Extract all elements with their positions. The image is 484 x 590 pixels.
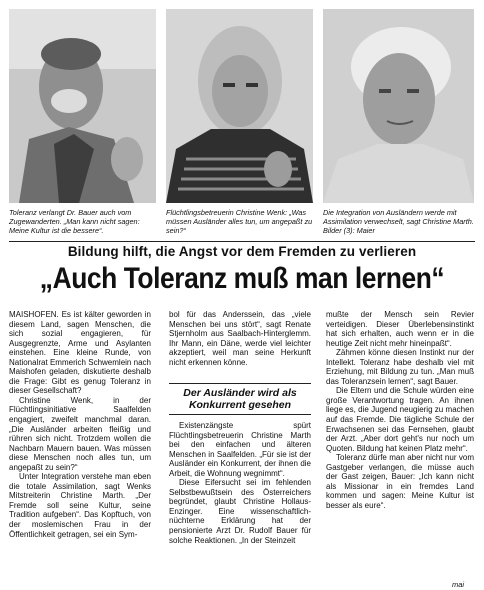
photo-caption-2: Flüchtlingsbetreuerin Christine Wenk: „Was müssen Ausländer alles tun, um angepaßt zu sein?“ — [166, 208, 313, 235]
kicker-headline: Bildung hilft, die Angst vor dem Fremden zu verlieren — [67, 244, 417, 259]
photo-christine-wenk — [166, 9, 313, 203]
photo-christine-marth — [323, 9, 474, 203]
paragraph: Zähmen könne diesen Instinkt nur der Intellekt. Toleranz habe deshalb viel mit Erziehung, mit Bildung zu tun. „Man muß das Toleranzsein lernen“, sagt Bauer. — [326, 348, 474, 386]
photo-caption-3: Die Integration von Ausländern werde mit Assimilation verwechselt, sagt Christine Marth. Bilder (3): Maier — [323, 208, 474, 235]
article-column-2-continued — [169, 421, 311, 545]
paragraph: Toleranz dürfe man aber nicht nur vom Gastgeber verlangen, die müsse auch der Gast zeigen, Bauer: „Ich kann nicht als Missionar in ein fremdes Land kommen und sagen: Meine Kultur ist besser als eure“. — [326, 453, 474, 510]
divider-top — [9, 241, 475, 242]
paragraph: Die Eltern und die Schule würden eine große Verantwortung tragen. An ihnen liege es, die Jugend neugierig zu machen auf das Fremde. Die tägliche Schule der Erwachsenen sei das Fernsehen, glaubt der Arzt. „Aber dort geht's nur noch um Quoten. Bildung hat keinen Platz mehr“. — [326, 386, 474, 453]
article-column-2 — [169, 310, 311, 367]
subheading: Der Ausländer wird als Konkurrent gesehen — [169, 383, 311, 415]
paragraph: Unter Integration verstehe man eben die totale Assimilation, sagt Wenks Mitstreiterin Christine Marth. „Der Fremde soll seine Kultur, seine Tradition aufgeben“. Das Kopftuch, von der moslemischen Frau in der Öffentlichkeit getragen, sei ein Sym- — [9, 472, 151, 539]
paragraph: Christine Wenk, in der Flüchtlingsinitiative Saalfelden engagiert, zweifelt manchmal daran. „Die Ausländer arbeiten fleißig und rühren sich nicht. Trotzdem wollen die Nachbarn Mauern bauen. Was müssen diese Menschen noch alles tun, um angepaßt zu sein?“ — [9, 395, 151, 472]
paragraph: MAISHOFEN. Es ist kälter geworden in diesem Land, sagen Menschen, die sich sozial engagieren, für Ausgegrenzte, Arme und Asylanten einstehen. Eine kleine Runde, von Nationalrat Emmerich Schwemlein nach Maishofen geladen, diskutierte deshalb die Frage: Gibt es genug Toleranz in dieser Gesellschaft? — [9, 310, 151, 396]
paragraph: mußte der Mensch sein Revier verteidigen. Dieser Überlebensinstinkt hat sich erhalten, auch wenn er in die heutige Zeit nicht mehr hineinpaßt“. — [326, 310, 474, 348]
paragraph: Existenzängste spürt Flüchtlingsbetreuerin Christine Marth bei den einfachen und älteren Menschen in Saalfelden. „Für sie ist der Ausländer ein Konkurrent, der ihnen die Arbeit, die Wohnung wegnimmt“. — [169, 421, 311, 478]
paragraph: bol für das Anderssein, das „viele Menschen bei uns stört“, sagt Renate Stjernholm aus Saalbach-Hinterglemm. Ihr Mann, ein Däne, werde viel leichter akzeptiert, weil man seine Herkunft nicht erkennen könne. — [169, 310, 311, 367]
main-headline: „Auch Toleranz muß man lernen“ — [39, 262, 445, 295]
article-column-3 — [326, 310, 474, 510]
author-signature: mai — [452, 580, 465, 589]
photo-caption-1: Toleranz verlangt Dr. Bauer auch vom Zugewanderten. „Man kann nicht sagen: Meine Kultur ist die bessere“. — [9, 208, 140, 235]
article-column-1 — [9, 310, 151, 539]
paragraph: Diese Eifersucht sei im fehlenden Selbstbewußtsein des Österreichers begründet, glaubt Christine Hollaus-Enzinger. Eine wissenschaftlich-nüchterne Erklärung hat der pensionierte Arzt Dr. Rudolf Bauer für solche Reaktionen. „In der Steinzeit — [169, 478, 311, 545]
photo-dr-bauer — [9, 9, 156, 203]
